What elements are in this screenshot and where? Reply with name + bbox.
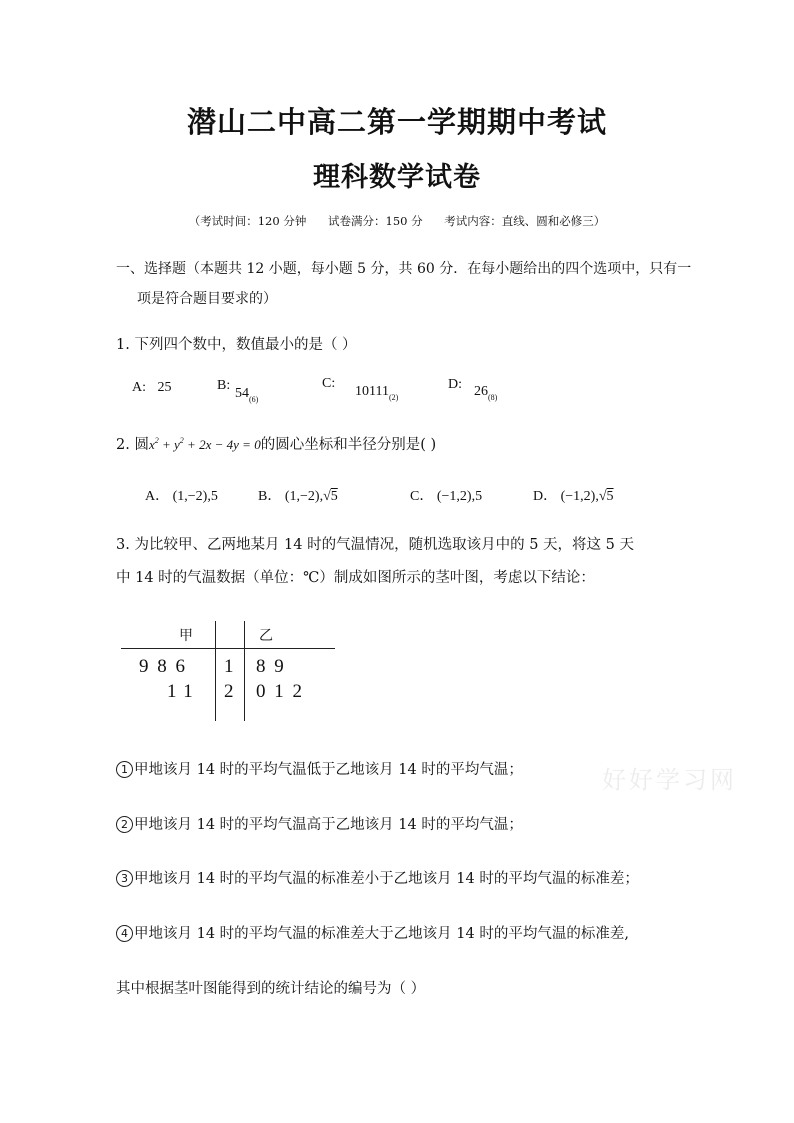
q1-option-c-value-wrap <box>355 384 398 402</box>
q2-option-a-label: A． <box>145 489 170 504</box>
q2-eq-rest-y: y <box>233 437 239 452</box>
conclusion-4-text: 甲地该月 14 时的平均气温的标准差大于乙地该月 14 时的平均气温的标准差, <box>134 926 629 942</box>
q1-option-d-base: (8) <box>488 393 498 402</box>
question-2-stem <box>116 433 436 454</box>
q2-option-b-value: (1,−2), <box>284 489 324 504</box>
q2-eq-rest-x: x <box>205 437 212 452</box>
exam-info <box>0 213 794 229</box>
q1-option-c <box>322 376 335 392</box>
exam-title: 潜山二中高二第一学期期中考试 <box>186 105 607 139</box>
conclusion-1 <box>116 758 523 779</box>
watermark: 好好学习网 <box>602 766 737 794</box>
stemplot-row1-left-leaves: 9 8 6 <box>139 656 185 677</box>
q2-eq-plus: + <box>158 437 175 452</box>
q2-option-a <box>145 485 218 505</box>
circled-number: 1 <box>116 761 133 778</box>
q2-option-d-value: (−1,2), <box>560 489 599 504</box>
circled-number: 4 <box>116 925 133 942</box>
conclusion-2 <box>116 813 523 834</box>
q2-eq-x-exp: 2 <box>154 436 159 445</box>
q2-option-c-value: (−1,2),5 <box>436 489 483 504</box>
question-1-stem: 1. 下列四个数中，数值最小的是（ ） <box>116 337 357 353</box>
q1-option-c-label: C: <box>322 376 336 391</box>
exam-content: 考试内容：直线、圆和必修三） <box>444 214 606 228</box>
stemplot-left-divider <box>215 621 216 721</box>
q2-prefix: 2. 圆 <box>116 437 149 453</box>
q1-option-a-value: 25 <box>157 380 172 395</box>
section-heading-line2: 项是符合题目要求的） <box>137 291 277 307</box>
q1-option-a <box>132 380 172 396</box>
q2-equation <box>149 437 261 452</box>
stemplot-row1-stem: 1 <box>224 656 234 677</box>
q1-option-b-value: 54 <box>235 386 249 401</box>
q1-option-d <box>448 377 462 393</box>
question-3-line2: 中 14 时的气温数据（单位：℃）制成如图所示的茎叶图，考虑以下结论： <box>116 570 595 586</box>
stemplot-row2-left-leaves: 1 1 <box>167 681 193 702</box>
q1-option-b-value-wrap <box>235 386 258 404</box>
q2-eq-rest1: + 2 <box>183 437 206 452</box>
q1-option-d-value-wrap <box>474 384 497 402</box>
conclusion-2-text: 甲地该月 14 时的平均气温高于乙地该月 14 时的平均气温； <box>134 817 523 833</box>
q2-option-c-label: C． <box>410 489 434 504</box>
q2-option-c <box>410 485 482 505</box>
section-heading-line1: 一、选择题（本题共 12 小题，每小题 5 分，共 60 分．在每小题给出的四个选项中，只有一 <box>116 261 692 277</box>
q2-option-d <box>533 485 614 505</box>
q2-option-a-value: (1,−2),5 <box>172 489 218 504</box>
radical-icon: √ <box>323 489 331 504</box>
q1-option-d-value: 26 <box>474 384 488 399</box>
stemplot-right-divider <box>244 621 245 721</box>
q2-option-b-label: B． <box>258 489 282 504</box>
stemplot-right-header: 乙 <box>259 628 273 644</box>
conclusion-3 <box>116 867 639 888</box>
conclusion-1-text: 甲地该月 14 时的平均气温低于乙地该月 14 时的平均气温； <box>134 762 523 778</box>
q2-option-d-label: D． <box>533 489 558 504</box>
question-3-final: 其中根据茎叶图能得到的统计结论的编号为（ ） <box>116 981 426 997</box>
conclusion-4 <box>116 922 629 943</box>
stemplot-row2-right-leaves: 0 1 2 <box>256 681 302 702</box>
q2-option-d-sqrt: 5 <box>606 489 614 504</box>
exam-time: （考试时间：120 分钟 <box>188 214 307 228</box>
q2-option-b <box>258 485 338 505</box>
q2-eq-y-exp: 2 <box>179 436 184 445</box>
stemplot-row1-right-leaves: 8 9 <box>256 656 284 677</box>
exam-subtitle: 理科数学试卷 <box>313 162 481 193</box>
q1-option-c-base: (2) <box>388 393 399 402</box>
question-3-line1: 3. 为比较甲、乙两地某月 14 时的气温情况，随机选取该月中的 5 天，将这 5 天 <box>116 537 634 553</box>
stemplot-row2-stem: 2 <box>224 681 234 702</box>
q1-option-b <box>217 378 230 394</box>
conclusion-3-text: 甲地该月 14 时的平均气温的标准差小于乙地该月 14 时的平均气温的标准差； <box>134 871 639 887</box>
q1-option-b-label: B: <box>217 378 231 393</box>
stemplot-left-header: 甲 <box>179 628 193 644</box>
q2-option-b-sqrt: 5 <box>330 489 338 504</box>
circled-number: 3 <box>116 870 133 887</box>
q2-eq-x: x <box>148 437 155 452</box>
q1-option-c-value: 10111 <box>355 384 389 399</box>
q2-suffix: 的圆心坐标和半径分别是( ) <box>260 437 437 453</box>
q1-option-d-label: D: <box>448 377 462 392</box>
stemplot-header-rule <box>121 648 335 649</box>
q1-option-a-label: A: <box>132 380 146 395</box>
circled-number: 2 <box>116 816 133 833</box>
exam-score: 试卷满分：150 分 <box>328 214 423 228</box>
q2-eq-rest3: = 0 <box>238 437 261 452</box>
q1-option-b-base: (6) <box>249 395 259 404</box>
radical-icon: √ <box>598 489 607 504</box>
q2-eq-rest2: − 4 <box>211 437 234 452</box>
q2-eq-y: y <box>174 437 180 452</box>
